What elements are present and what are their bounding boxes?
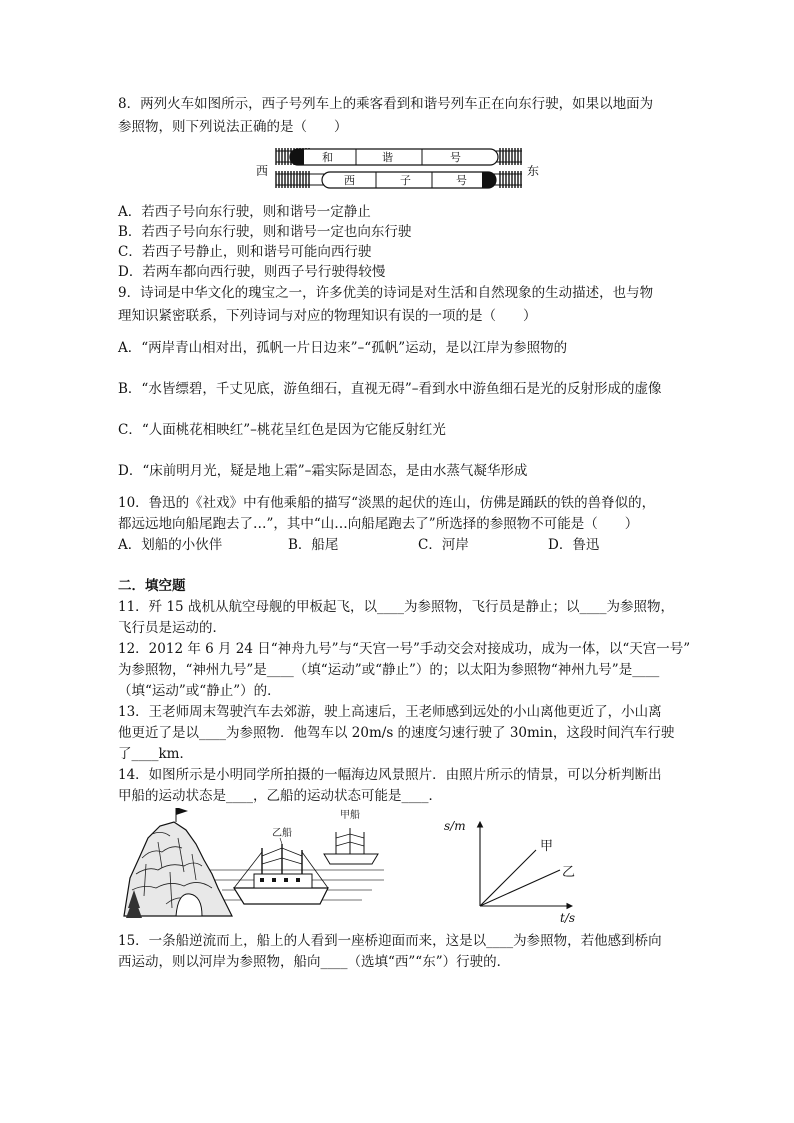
q8-option-c: C．若西子号静止，则和谐号可能向西行驶 bbox=[118, 244, 372, 260]
cliff bbox=[124, 822, 232, 916]
train-hexie-car3: 号 bbox=[450, 151, 461, 164]
q9-option-b: B．“水皆缥碧，千丈见底，游鱼细石，直视无碍”–看到水中游鱼细石是光的反射形成的虚像 bbox=[118, 381, 662, 397]
trains-figure bbox=[250, 142, 550, 196]
q13-line2: 他更近了是以____为参照物．他驾车以 20m/s 的速度匀速行驶了 30min，这段时间汽车行驶 bbox=[118, 725, 675, 741]
q9-option-a: A．“两岸青山相对出，孤帆一片日边来”–“孤帆”运动，是以江岸为参照物的 bbox=[118, 340, 568, 356]
q8-option-a: A．若西子号向东行驶，则和谐号一定静止 bbox=[118, 204, 371, 220]
q13-line3: 了____km． bbox=[118, 746, 193, 762]
ship-jia-label: 甲船 bbox=[340, 810, 360, 821]
q8-option-b: B．若西子号向东行驶，则和谐号一定也向东行驶 bbox=[118, 224, 412, 240]
ship-yi-label: 乙船 bbox=[272, 828, 292, 839]
q8-stem-line1: 8．两列火车如图所示，西子号列车上的乘客看到和谐号列车正在向东行驶，如果以地面为 bbox=[118, 96, 654, 112]
line-yi bbox=[480, 870, 560, 906]
q11-line2: 飞行员是运动的． bbox=[118, 620, 226, 636]
ship-yi bbox=[234, 826, 328, 904]
q12-line2: 为参照物，“神州九号”是____（填“运动”或“静止”）的；以太阳为参照物“神州九号”是____ bbox=[118, 662, 660, 678]
train-xizi-car1: 西 bbox=[344, 174, 355, 187]
train-xizi-car2: 子 bbox=[400, 174, 411, 187]
q10-option-c: C．河岸 bbox=[418, 537, 469, 553]
q14-line1: 14．如图所示是小明同学所拍摄的一幅海边风景照片．由照片所示的情景，可以分析判断出 bbox=[118, 767, 662, 783]
q13-line1: 13．王老师周末驾驶汽车去郊游，驶上高速后，王老师感到远处的小山离他更近了，小山离 bbox=[118, 704, 662, 720]
q10-option-d: D．鲁迅 bbox=[548, 537, 600, 553]
east-label: 东 bbox=[527, 164, 540, 178]
q9-option-c: C．“人面桃花相映红”–桃花呈红色是因为它能反射红光 bbox=[118, 422, 446, 438]
q10-option-b: B．船尾 bbox=[288, 537, 339, 553]
train-hexie bbox=[290, 149, 498, 165]
q15-line2: 西运动，则以河岸为参照物，船向____（选填“西”“东”）行驶的． bbox=[118, 954, 511, 970]
section-title-fill-blank: 二．填空题 bbox=[118, 578, 186, 594]
ship-jia bbox=[324, 808, 378, 864]
q9-option-d: D．“床前明月光，疑是地上霜”–霜实际是固态，是由水蒸气凝华形成 bbox=[118, 463, 528, 479]
q12-line1: 12．2012 年 6 月 24 日“神舟九号”与“天宫一号”手动交会对接成功，成为一体，以“天宫一号” bbox=[118, 641, 691, 657]
train-xizi bbox=[322, 172, 496, 188]
x-axis-label: t/s bbox=[560, 911, 576, 925]
st-graph bbox=[440, 814, 580, 926]
q10-option-a: A．划船的小伙伴 bbox=[118, 537, 223, 553]
q12-line3: （填“运动”或“静止”）的． bbox=[118, 683, 281, 699]
y-axis-label: s/m bbox=[444, 819, 466, 833]
line-yi-label: 乙 bbox=[562, 865, 576, 880]
q10-stem-line2: 都远远地向船尾跑去了…”，其中“山…向船尾跑去了”所选择的参照物不可能是（ ） bbox=[118, 516, 639, 532]
q8-stem-line2: 参照物，则下列说法正确的是（ ） bbox=[118, 119, 348, 135]
west-label: 西 bbox=[256, 164, 269, 178]
line-jia bbox=[480, 850, 536, 906]
q11-line1: 11．歼 15 战机从航空母舰的甲板起飞，以____为参照物，飞行员是静止；以____为参照物， bbox=[118, 599, 674, 615]
q9-stem-line1: 9．诗词是中华文化的瑰宝之一，许多优美的诗词是对生活和自然现象的生动描述，也与物 bbox=[118, 285, 654, 301]
seaside-scene bbox=[122, 808, 392, 920]
q10-options bbox=[118, 536, 678, 554]
q9-stem-line2: 理知识紧密联系，下列诗词与对应的物理知识有误的一项的是（ ） bbox=[118, 308, 537, 324]
q14-line2: 甲船的运动状态是____，乙船的运动状态可能是____． bbox=[118, 788, 442, 804]
train-hexie-car1: 和 bbox=[322, 151, 333, 164]
line-jia-label: 甲 bbox=[540, 839, 554, 854]
q15-line1: 15．一条船逆流而上，船上的人看到一座桥迎面而来，这是以____为参照物，若他感到桥向 bbox=[118, 933, 662, 949]
train-xizi-car3: 号 bbox=[456, 174, 467, 187]
q8-option-d: D．若两车都向西行驶，则西子号行驶得较慢 bbox=[118, 264, 386, 280]
q10-stem-line1: 10．鲁迅的《社戏》中有他乘船的描写“淡黑的起伏的连山，仿佛是踊跃的铁的兽脊似的， bbox=[118, 495, 656, 511]
train-hexie-car2: 谐 bbox=[382, 151, 393, 164]
